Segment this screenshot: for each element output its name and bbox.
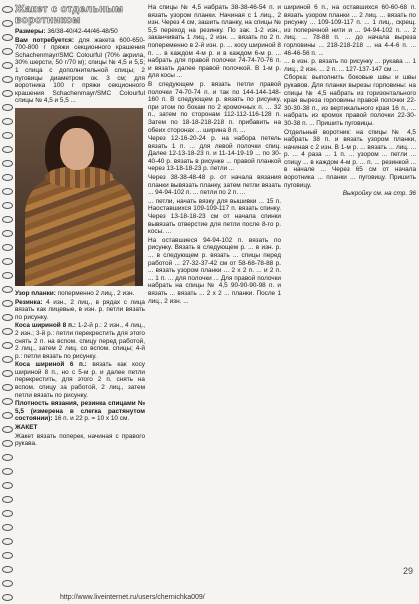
spiral-ring [2,454,13,461]
section-head: Плотность вязания, резинка спицами № 5,5 (измерена в слегка растянутом состоянии): [15,400,145,423]
sizes [15,28,145,36]
spiral-ring [2,552,13,559]
spiral-ring [2,524,13,531]
spiral-ring [2,580,13,587]
section-head: Резинка: [15,298,43,306]
spiral-ring [2,48,13,55]
spiral-ring [2,342,13,349]
paragraph: В следующем р. вязать петли правой полочки 74-70-74 п. и так по 144-144-148-160 п. В следующем р. вязать по рисунку, при этом по бокам по 2 кромочных п. ... 32 п., затем по сторонам 112-112-116-128 п. Затем по 18-18-218-218 п. прибавить на обеих сторонах ... ширина 8 п. ... [148,80,281,134]
spiral-ring [2,300,13,307]
section-head: Коса шириной 6 п.: [15,361,87,369]
section [15,361,145,399]
section-head: Коса шириной 8 п.: [15,322,76,330]
section-text: 1-2-й р.: 2 изн., 4 лиц., 2 изн.; 3-й р.: петли перекрестить для этого снять 2 п. на вспом. спицу перед работой, 2 лиц., затем 2 лиц. со вспом. спицы; 4-й р.: петли вязать по рисунку. [15,322,145,360]
section-text: поперменно 2 лиц., 2 изн. [55,289,135,297]
spiral-ring [2,188,13,195]
photo-jacket [25,174,135,286]
spiral-ring [2,356,13,363]
section-head: ЖАКЕТ [15,424,38,432]
spiral-ring [2,20,13,27]
paragraph: Отдельный воротник: на спицы № 4,5 набрать 38 п. и вязать узором планки, начиная с 2 изн. В 1-м р. ... вязать ... лиц. ... р. ... 4 раза ... 1 п. ... узором ... петли ... спицу ... в каждом 4-м р. ... п. ... резинкой ... в начале ... Через 65 см от начала воротника ... планки ... пуговицу. Пришить пуговицу. [284,128,416,189]
pattern-reference: Выкройку см. на стр. 36 [342,190,416,198]
spiral-ring [2,244,13,251]
spiral-ring [2,6,13,13]
spiral-ring [2,496,13,503]
page-number: 29 [402,566,413,576]
title-line-2: воротником [15,14,81,26]
section [15,433,145,448]
source-url[interactable]: http://www.liveinternet.ru/users/chernichka009/ [60,594,205,601]
spiral-ring [2,566,13,573]
sizes-value: 36/38-40/42-44/46-48/50 [45,28,118,35]
paragraph: ... петли, начать вязку для вышивки ... 15 п. Наоставшихся 109-109-117 п. вязать спинку. Через 13-18-18-23 см от начала спинки вывязать отверстие для петли после 8-го р. косы. ... [148,197,281,236]
paragraph: Сборка: выполнить боковые швы и швы рукавов. Для планки вырезы горловины: на спицы № 4,5 набрать из горизонтального края выреза горловины правой полочки 22-30-30-38 п., из вертикального края 16 п., ... набрать из кромок правой полочки 22-30-30-38 п. ... Пришить пуговицы. [284,74,416,127]
section [15,299,145,322]
spiral-ring [2,90,13,97]
spiral-ring [2,34,13,41]
section [15,400,145,423]
spiral-ring [2,104,13,111]
spiral-ring [2,482,13,489]
spiral-ring [2,146,13,153]
spiral-ring [2,202,13,209]
materials [15,37,145,105]
paragraph: На спицы № 4,5 набрать 38-38-46-54 п. и вязать узором планки. Начиная с 1 лиц., 2 изн. Через 4 см, зашить планку, на спицы № 5,5 переход на резинку. По зак. 1-2 изн., заканчивать 1 лиц., 2 изн. ... вязать по 2 п. попеременно в 2-й изн. р. ... косу шириной 8 п. ... в каждом 4-м р. и в каждом 6-м р. ... набрать для правой полочки 74-74-70-76 п. и вязать далее правой полочкой. В 1-м р. для косы ... [148,4,281,80]
spiral-ring [2,132,13,139]
spiral-ring [2,594,13,601]
spiral-ring [2,174,13,181]
section-text: 16 п. и 22 р. = 10 х 10 см. [52,415,130,423]
paragraph: ... в изн. р. вязать по рисунку ... рукава ... 1 лиц., 2 изн. ... 2 п. ... 127-137-147 см ... [284,58,416,73]
spiral-ring [2,510,13,517]
photo-face [60,128,94,170]
spiral-ring [2,76,13,83]
paragraph: шириной 6 п., на оставшихся 60-60-68 п. вязать узором планки ... 2 лиц. ... вязать по рисунку ... 109-109-117 п. ... 1 лиц., скрещ. из поперечной нити и ... 94-94-102 п. ... 2 лиц. ... 78-88 п. ... до начала выреза горловины ... 218-218-218 ... на 4-4-6 п. ... 46-46-56 п. ... [284,4,416,57]
spiral-ring [2,230,13,237]
spiral-ring [2,160,13,167]
spiral-ring [2,118,13,125]
paragraph: На оставшиеся 94-94-102 п. вязать по рисунку. Вязать в следующем р. ... в изн. р. ... в следующем р. вязать ... спицы перед работой ... 27-32-37-42 см от 58-68-78-88 р. ... вязать узором планки ... 2 х 2 п. ... и 2 п. ... 1 п. ... для полочки ... Для правой полочки набрать на спицы № 4,5 90-90-90-98 п. и вязать ... вязать ... 2 х 2 ... планки. После 1 лиц., 2 изн. ... [148,236,281,305]
title-line-1: Жакет с отдельным [15,4,124,15]
section-text: Жакет вязать поперек, начиная с правого рукава. [15,432,145,448]
spiral-ring [2,370,13,377]
section-text: вязать как косу шириной 8 п., но с 5-м р. и далее петли перекрестить, для этого 2 п. снять на вспом. спицу за работой, 2 лиц., затем петли вязать по рисунку. [15,361,145,399]
spiral-ring [2,328,13,335]
column-right [284,4,416,596]
section-head: Узор планки: [15,289,56,297]
column-left [15,4,145,596]
materials-label: Вам потребуется: [15,36,74,44]
spiral-binding [0,0,14,604]
spiral-ring [2,62,13,69]
spiral-ring [2,258,13,265]
spiral-ring [2,426,13,433]
sizes-label: Размеры: [15,28,46,35]
materials-text: для жакета 600-650-700-800 г пряжи секционного крашения Schachenmayr/SMC Colourful (70% акрила, 30% шерсти, 50 г/70 м); спицы № 4,5 и 5,5; 1 спица с дополнительной спицы; 2 пуговицы диаметром ок. 3 см; для воротника 100 г пряжи секционного крашения Schachenmayr/SMC Colourful спицы № 4,5 и 5,5 ... [15,36,145,105]
spiral-ring [2,216,13,223]
spiral-ring [2,384,13,391]
section [15,322,145,360]
column-middle [148,4,281,596]
paragraph: Через 12-16-20-24 р. на набора петель вязать 1 п. ... для левой полочки спиц. Далее 12-13-18-23 п. и 11-14-19-19 ... по 30-40-40 р. вязать в рисунке ... правой планкой через 13-18-18-23 р. петли ... [148,135,281,173]
page-title [15,4,145,26]
model-photo [15,108,143,286]
spiral-ring [2,468,13,475]
spiral-ring [2,440,13,447]
section [15,424,145,432]
spiral-ring [2,272,13,279]
spiral-ring [2,538,13,545]
spiral-ring [2,314,13,321]
pattern-sections [15,290,145,448]
spiral-ring [2,412,13,419]
paragraph: Через 38-38-48-48 р. от начала вязания планки вывязать планку, затем петли вязать ... 94-94-102 п. ... петли по 2 п. ... [148,174,281,197]
section-text: 4 изн., 2 лиц., в рядах с лица вязать как лицевые, в изн. р. петли вязать по рисунку. [15,298,145,321]
spiral-ring [2,286,13,293]
section [15,290,145,298]
spiral-ring [2,398,13,405]
